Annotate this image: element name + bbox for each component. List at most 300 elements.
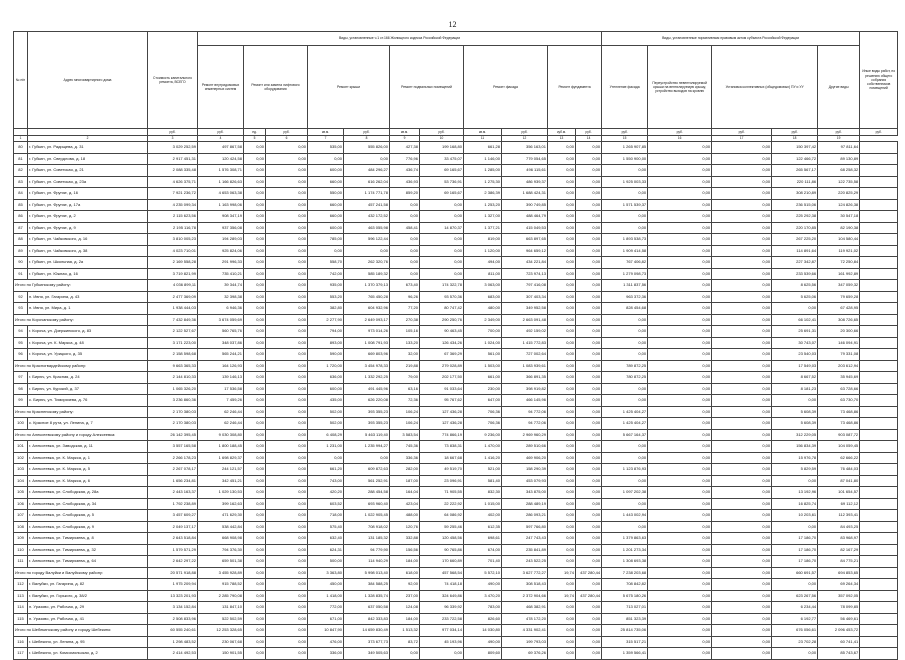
- value-cell: 553,20: [308, 291, 344, 303]
- subtotal-cell: 3 363,80: [308, 567, 344, 579]
- value-cell: 122 735,58: [818, 176, 860, 188]
- value-cell: 0,00: [266, 257, 308, 269]
- value-cell: 17 536,58: [198, 383, 244, 395]
- house-address: г. Алексеевка, ул. Слободская, д. 28а: [28, 487, 148, 499]
- value-cell: 415 049,53: [502, 222, 548, 234]
- subtotal-cell: 5 572,10: [464, 567, 502, 579]
- value-cell: 0,00: [266, 648, 308, 660]
- empty-cell: [860, 452, 898, 464]
- value-cell: 0,00: [602, 452, 648, 464]
- value-cell: 963 372,36: [602, 291, 648, 303]
- subtotal-cell: 25 814 735,06: [602, 625, 648, 637]
- subtotal-cell: 174 322,78: [420, 280, 464, 292]
- value-cell: 0,00: [576, 613, 602, 625]
- value-cell: 127 436,28: [420, 418, 464, 430]
- subtotal-cell: 0,00: [576, 360, 602, 372]
- value-cell: 0,00: [772, 395, 818, 407]
- subtotal-cell: 0,00: [548, 429, 576, 441]
- table-row: [14, 268, 898, 280]
- value-cell: 0,00: [576, 199, 602, 211]
- value-cell: 484 296,27: [344, 165, 390, 177]
- value-cell: 1 443 002,94: [602, 510, 648, 522]
- value-cell: 3 470,20: [464, 590, 502, 602]
- value-cell: 356 163,01: [502, 142, 548, 154]
- value-cell: 2 144 810,33: [148, 372, 198, 384]
- value-cell: 14 870,37: [420, 222, 464, 234]
- subtotal-cell: 106,24: [390, 406, 420, 418]
- value-cell: 0,00: [548, 521, 576, 533]
- subtotal-cell: 3 674 059,69: [198, 314, 244, 326]
- value-cell: 0,00: [548, 142, 576, 154]
- value-cell: 324 649,86: [420, 590, 464, 602]
- value-cell: 0,00: [712, 303, 772, 315]
- value-cell: 150 397,42: [772, 142, 818, 154]
- house-address: г. Алексеевка, ул. Слободская, д. 9: [28, 521, 148, 533]
- value-cell: 718,00: [308, 510, 344, 522]
- value-cell: 0,00: [648, 636, 712, 648]
- value-cell: 0,00: [648, 441, 712, 453]
- empty-cell: [860, 222, 898, 234]
- value-cell: 776,96: [390, 153, 420, 165]
- table-row: [14, 602, 898, 614]
- value-cell: 0,00: [548, 475, 576, 487]
- value-cell: 45 193,96: [420, 636, 464, 648]
- subtotal-cell: 1 425 404,27: [602, 406, 648, 418]
- value-cell: 94 779,90: [344, 544, 390, 556]
- house-address: г. Губкин, ул. Школьная, д. 2а: [28, 257, 148, 269]
- value-cell: 357 092,05: [818, 590, 860, 602]
- subtotal-cell: 0,00: [648, 360, 712, 372]
- table-row: [14, 544, 898, 556]
- value-cell: 336,36: [390, 452, 420, 464]
- value-cell: 663 897,65: [502, 234, 548, 246]
- empty-cell: [860, 544, 898, 556]
- value-cell: 0,00: [576, 268, 602, 280]
- subtotal-cell: 10 847,90: [308, 625, 344, 637]
- value-cell: 71 905,55: [420, 487, 464, 499]
- row-number: 108: [14, 521, 28, 533]
- value-cell: 82 190,38: [818, 222, 860, 234]
- subtotal-cell: 0,00: [648, 567, 712, 579]
- header-roof-design: Переустройство невентилируемой крыши на вентилируемую крышу, устройство выходов на кровлю: [648, 46, 712, 129]
- value-cell: 60 741,41: [818, 636, 860, 648]
- subtotal-cell: 14 659 830,49: [344, 625, 390, 637]
- value-cell: 13 192,96: [772, 487, 818, 499]
- subtotal-cell: 9 030 308,80: [198, 429, 244, 441]
- value-cell: 89 130,89: [818, 153, 860, 165]
- row-number: 86: [14, 211, 28, 223]
- value-cell: 0,00: [244, 268, 266, 280]
- value-cell: 119 921,02: [818, 245, 860, 257]
- value-cell: 0,00: [244, 498, 266, 510]
- value-cell: 0,00: [266, 303, 308, 315]
- value-cell: 194 289,03: [198, 234, 244, 246]
- subtotal-cell: 0,00: [648, 429, 712, 441]
- empty-cell: [860, 234, 898, 246]
- column-index: 10: [420, 135, 464, 142]
- header-roof: Ремонт крыши: [308, 46, 390, 129]
- value-cell: 745,36: [390, 441, 420, 453]
- value-cell: 490,00: [464, 579, 502, 591]
- value-cell: 0,00: [548, 648, 576, 660]
- value-cell: 0,00: [266, 349, 308, 361]
- value-cell: 0,00: [308, 153, 344, 165]
- value-cell: 616 262,04: [344, 176, 390, 188]
- value-cell: 291 996,33: [198, 257, 244, 269]
- empty-cell: [860, 153, 898, 165]
- value-cell: 1 279 098,73: [602, 268, 648, 280]
- value-cell: 427,38: [390, 142, 420, 154]
- value-cell: 436,93: [390, 176, 420, 188]
- subtotal-cell: 0,00: [648, 406, 712, 418]
- value-cell: 0,00: [244, 487, 266, 499]
- value-cell: 161 992,89: [818, 268, 860, 280]
- value-cell: 669 803,96: [344, 349, 390, 361]
- subtotal-cell: 0,00: [602, 314, 648, 326]
- empty-cell: [860, 429, 898, 441]
- table-row: [14, 636, 898, 648]
- value-cell: 674,00: [464, 544, 502, 556]
- house-address: г. Алексеевка, ул. Тимирязева, д. 8: [28, 533, 148, 545]
- value-cell: 0,00: [244, 142, 266, 154]
- value-cell: 0,00: [712, 337, 772, 349]
- subtotal-label: Итого по Корочанскому району:: [14, 314, 148, 326]
- value-cell: 1 265 907,85: [602, 142, 648, 154]
- subtotal-cell: 73 468,86: [818, 406, 860, 418]
- value-cell: 0,00: [602, 383, 648, 395]
- value-cell: 0,00: [390, 234, 420, 246]
- table-row: [14, 291, 898, 303]
- value-cell: 0,00: [712, 188, 772, 200]
- value-cell: 225 292,38: [772, 211, 818, 223]
- unit-cell: руб.: [344, 129, 390, 136]
- unit-cell: кв.м.: [390, 129, 420, 136]
- value-cell: 0,00: [244, 199, 266, 211]
- house-address: г. Алексеевка, ул. Тимирязева, д. 32: [28, 544, 148, 556]
- value-cell: 0,00: [602, 188, 648, 200]
- value-cell: 560 765,76: [198, 326, 244, 338]
- value-cell: 74 418,18: [420, 579, 464, 591]
- subtotal-cell: 5 998 013,40: [344, 567, 390, 579]
- value-cell: 288 489,19: [502, 498, 548, 510]
- value-cell: 85 743,67: [818, 648, 860, 660]
- value-cell: 0,00: [266, 326, 308, 338]
- house-address: г. Губкин, ул. Чайковского, д. 38: [28, 245, 148, 257]
- row-number: 85: [14, 199, 28, 211]
- value-cell: 480,00: [464, 303, 502, 315]
- value-cell: 124,08: [390, 602, 420, 614]
- value-cell: 78 099,85: [818, 602, 860, 614]
- value-cell: 8 667,52: [772, 372, 818, 384]
- value-cell: 0,00: [548, 234, 576, 246]
- value-cell: 0,00: [244, 648, 266, 660]
- value-cell: 1 909 414,58: [602, 245, 648, 257]
- table-row: [14, 464, 898, 476]
- value-cell: 496 115,61: [502, 165, 548, 177]
- unit-cell: руб.: [420, 129, 464, 136]
- value-cell: 0,00: [244, 303, 266, 315]
- value-cell: 637 050,58: [344, 602, 390, 614]
- value-cell: 73 838,31: [420, 441, 464, 453]
- unit-cell: руб.: [648, 129, 712, 136]
- value-cell: 0,00: [576, 176, 602, 188]
- value-cell: 0,00: [576, 487, 602, 499]
- value-cell: 0,00: [712, 142, 772, 154]
- value-cell: 0,00: [244, 579, 266, 591]
- value-cell: 0,00: [712, 222, 772, 234]
- value-cell: 0,00: [648, 142, 712, 154]
- value-cell: 661,28: [464, 142, 502, 154]
- table-row: [14, 487, 898, 499]
- value-cell: 661,00: [464, 372, 502, 384]
- value-cell: 267 225,20: [772, 234, 818, 246]
- table-row: [14, 418, 898, 430]
- row-number: 105: [14, 487, 28, 499]
- value-cell: 581,40: [464, 475, 502, 487]
- subtotal-cell: 0,00: [244, 406, 266, 418]
- table-row: [14, 199, 898, 211]
- value-cell: 0,00: [648, 533, 712, 545]
- value-cell: 1 285,00: [464, 165, 502, 177]
- value-cell: 0,00: [266, 590, 308, 602]
- value-cell: 458,41: [390, 222, 420, 234]
- value-cell: 0,00: [266, 176, 308, 188]
- empty-cell: [860, 636, 898, 648]
- value-cell: 0,00: [244, 165, 266, 177]
- row-number: 93: [14, 303, 28, 315]
- subtotal-cell: 0,00: [712, 406, 772, 418]
- value-cell: 0,00: [712, 510, 772, 522]
- subtotal-cell: 0,00: [266, 360, 308, 372]
- value-cell: 0,00: [712, 464, 772, 476]
- header-other-works: Иные виды работ, по решению общего собрания собственников помещений: [860, 32, 898, 129]
- value-cell: 0,00: [712, 245, 772, 257]
- subtotal-cell: 14 030,80: [464, 625, 502, 637]
- subtotal-label: Итого по Шебекинскому району и городу Шебекино:: [14, 625, 148, 637]
- value-cell: 0,00: [266, 165, 308, 177]
- value-cell: 0,00: [648, 153, 712, 165]
- value-cell: 0,00: [344, 245, 390, 257]
- empty-cell: [860, 498, 898, 510]
- subtotal-cell: 0,00: [712, 280, 772, 292]
- empty-cell: [860, 165, 898, 177]
- value-cell: 1 576 308,71: [198, 165, 244, 177]
- value-cell: 0,00: [712, 372, 772, 384]
- value-cell: 0,00: [548, 602, 576, 614]
- value-cell: 0,00: [548, 464, 576, 476]
- row-number: 110: [14, 544, 28, 556]
- table-row: [14, 510, 898, 522]
- value-cell: 0,00: [712, 452, 772, 464]
- value-cell: 0,00: [266, 418, 308, 430]
- value-cell: 0,00: [648, 464, 712, 476]
- value-cell: 1 308 693,38: [602, 556, 648, 568]
- value-cell: 0,00: [244, 291, 266, 303]
- value-cell: 0,00: [602, 326, 648, 338]
- value-cell: 0,00: [548, 579, 576, 591]
- value-cell: 0,00: [648, 648, 712, 660]
- value-cell: 420,20: [308, 487, 344, 499]
- value-cell: 288 454,58: [344, 487, 390, 499]
- value-cell: 79,00: [390, 372, 420, 384]
- value-cell: 49 519,70: [420, 464, 464, 476]
- subtotal-cell: 0,00: [712, 625, 772, 637]
- subtotal-cell: 457 568,54: [420, 567, 464, 579]
- house-address: п. Ивня, ул. Мира, д. 1: [28, 303, 148, 315]
- value-cell: 0,00: [648, 544, 712, 556]
- value-cell: 693 960,40: [344, 498, 390, 510]
- value-cell: 1 359 566,41: [602, 648, 648, 660]
- table-row: [14, 326, 898, 338]
- table-row: [14, 372, 898, 384]
- subtotal-row: [14, 314, 898, 326]
- table-row: [14, 349, 898, 361]
- value-cell: 478 172,20: [502, 613, 548, 625]
- table-row: [14, 153, 898, 165]
- value-cell: 0,00: [308, 245, 344, 257]
- house-address: г. Короча, ул. К. Маркса, д. 48: [28, 337, 148, 349]
- row-number: 99: [14, 395, 28, 407]
- value-cell: 76 484,03: [818, 464, 860, 476]
- value-cell: 463 055,98: [344, 222, 390, 234]
- value-cell: 2 049 137,17: [148, 521, 198, 533]
- value-cell: 0,00: [420, 257, 464, 269]
- value-cell: 1 253,20: [464, 199, 502, 211]
- value-cell: 63,16: [390, 383, 420, 395]
- house-address: г. Шебекино, ул. Ленина, д. 95: [28, 636, 148, 648]
- value-cell: 0,00: [548, 245, 576, 257]
- value-cell: 0,00: [244, 441, 266, 453]
- row-number: 83: [14, 176, 28, 188]
- value-cell: 199 793,03: [502, 636, 548, 648]
- value-cell: 114 891,64: [772, 245, 818, 257]
- subtotal-cell: 94 772,06: [502, 406, 548, 418]
- value-cell: 723 974,13: [502, 268, 548, 280]
- value-cell: 0,00: [244, 372, 266, 384]
- value-cell: 0,00: [244, 475, 266, 487]
- value-cell: 612,35: [464, 521, 502, 533]
- row-number: 111: [14, 556, 28, 568]
- value-cell: 282,00: [390, 464, 420, 476]
- value-cell: 842 333,83: [344, 613, 390, 625]
- value-cell: 0,00: [548, 349, 576, 361]
- house-address: г. Губкин, ул. Советская, д. 21: [28, 165, 148, 177]
- value-cell: 0,00: [548, 176, 576, 188]
- value-cell: 0,00: [576, 291, 602, 303]
- table-row: [14, 648, 898, 660]
- table-row: [14, 245, 898, 257]
- value-cell: 83,72: [390, 636, 420, 648]
- value-cell: 0,00: [712, 257, 772, 269]
- value-cell: 0,00: [548, 418, 576, 430]
- value-cell: 0,00: [244, 326, 266, 338]
- value-cell: 22 222,92: [420, 498, 464, 510]
- value-cell: 124 826,38: [818, 199, 860, 211]
- value-cell: 63 730,70: [818, 395, 860, 407]
- value-cell: 105,16: [390, 326, 420, 338]
- value-cell: 0,00: [420, 234, 464, 246]
- value-cell: 336,00: [308, 648, 344, 660]
- value-cell: 457 241,58: [344, 199, 390, 211]
- subtotal-cell: 2 349,00: [464, 314, 502, 326]
- house-address: г. Алексеевка, ул. Слободская, д. 34: [28, 498, 148, 510]
- value-cell: 555 826,00: [344, 142, 390, 154]
- value-cell: 0,00: [244, 602, 266, 614]
- unit-cell: руб.: [860, 129, 898, 136]
- empty-cell: [860, 613, 898, 625]
- column-index: 3: [148, 135, 198, 142]
- row-number: 87: [14, 222, 28, 234]
- value-cell: 0,00: [712, 165, 772, 177]
- value-cell: 0,00: [648, 613, 712, 625]
- value-cell: 0,00: [420, 199, 464, 211]
- value-cell: 701,40: [464, 556, 502, 568]
- value-cell: 0,00: [266, 498, 308, 510]
- value-cell: 0,00: [712, 602, 772, 614]
- header-other: Другие виды: [818, 46, 860, 129]
- value-cell: 488 464,79: [502, 211, 548, 223]
- value-cell: 0,00: [712, 176, 772, 188]
- value-cell: 0,00: [266, 464, 308, 476]
- value-cell: 0,00: [266, 211, 308, 223]
- row-number: 89: [14, 245, 28, 257]
- value-cell: 227 342,87: [772, 257, 818, 269]
- value-cell: 794 376,30: [198, 544, 244, 556]
- empty-cell: [860, 567, 898, 579]
- value-cell: 0,00: [548, 498, 576, 510]
- subtotal-cell: 935,00: [308, 280, 344, 292]
- subtotal-row: [14, 567, 898, 579]
- value-cell: 0,00: [648, 257, 712, 269]
- value-cell: 1 146,00: [464, 153, 502, 165]
- value-cell: 199 168,80: [420, 142, 464, 154]
- value-cell: 1 425 404,27: [602, 418, 648, 430]
- value-cell: 0,00: [244, 395, 266, 407]
- value-cell: 0,00: [712, 268, 772, 280]
- value-cell: 0,00: [266, 245, 308, 257]
- value-cell: 366 891,35: [502, 372, 548, 384]
- value-cell: 434 221,84: [502, 257, 548, 269]
- value-cell: 0,00: [602, 475, 648, 487]
- value-cell: 780 872,25: [602, 372, 648, 384]
- value-cell: 973 014,26: [344, 326, 390, 338]
- value-cell: 0,00: [602, 521, 648, 533]
- value-cell: 435,00: [308, 395, 344, 407]
- value-cell: 0,00: [548, 268, 576, 280]
- empty-cell: [860, 648, 898, 660]
- house-address: г. Бирюч, ул. Красная, д. 24: [28, 372, 148, 384]
- value-cell: 6 192,77: [772, 613, 818, 625]
- value-cell: 3 810 005,23: [148, 234, 198, 246]
- value-cell: 0,00: [266, 487, 308, 499]
- value-cell: 0,00: [576, 188, 602, 200]
- value-cell: 0,00: [648, 383, 712, 395]
- value-cell: 1 656 234,81: [148, 475, 198, 487]
- value-cell: 1 550 900,00: [602, 153, 648, 165]
- value-cell: 0,00: [648, 395, 712, 407]
- value-cell: 114 940,29: [344, 556, 390, 568]
- subtotal-cell: 0,00: [648, 314, 712, 326]
- value-cell: 69 165,67: [420, 188, 464, 200]
- value-cell: 84 493,25: [818, 521, 860, 533]
- value-cell: 236 515,06: [772, 199, 818, 211]
- value-cell: 349 952,58: [502, 303, 548, 315]
- value-cell: 0,00: [576, 544, 602, 556]
- table-row: [14, 165, 898, 177]
- value-cell: 133,20: [390, 337, 420, 349]
- value-cell: 0,00: [712, 636, 772, 648]
- value-cell: 0,00: [602, 211, 648, 223]
